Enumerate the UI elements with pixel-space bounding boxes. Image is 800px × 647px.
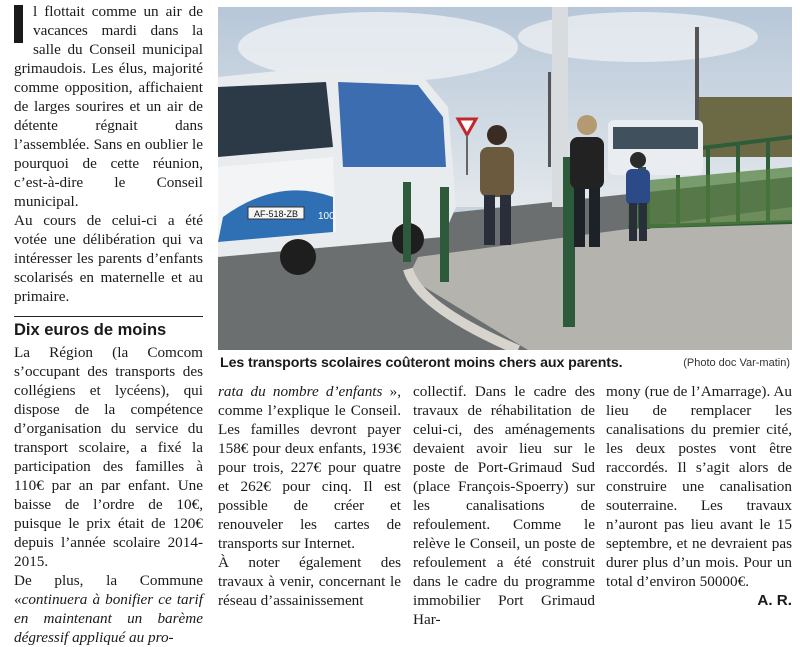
article-column-1: [14, 2, 203, 647]
paragraph: collectif. Dans le cadre des travaux de réhabilitation de celui-ci, des aménagements devaient avoir lieu sur le poste de Port-Grimaud Sud (place François-Spoerry) sur les canalisations de refoulement. Comme le relève le Conseil, un poste de refoulement a été construit dans le cadre du programme immobilier Port Grimaud Har-: [413, 383, 595, 628]
bus-number: 100: [318, 211, 335, 222]
paragraph: La Région (la Comcom s’occupant des transports des collégiens et lycéens), qui dispose de la compétence d’organisation du service du transport scolaire, a fixé la participation des familles à 110€ par an par enfant. Une baisse de l’ordre de 10€, puisque le prix était de 120€ depuis l’année scolaire 2014-2015.: [14, 344, 203, 570]
article-column-2: [218, 382, 401, 610]
paragraph: rata du nombre d’enfants », comme l’explique le Conseil. Les familles devront payer 158€ pour deux enfants, 193€ pour trois, 227€ pour quatre et 262€ pour cinq. Il est possible de créer et renouveler les cartes de transports sur Internet.: [218, 383, 401, 552]
paragraph: De plus, la Commune «continuera à bonifier ce tarif en maintenant un barème dégressif appliqué au pro-: [14, 572, 203, 646]
drop-cap-i: [14, 5, 23, 43]
article-column-4: [606, 382, 792, 610]
article-photo: [218, 7, 792, 350]
bus-plate: AF-518-ZB: [253, 209, 299, 219]
photo-credit: (Photo doc Var-matin): [683, 357, 790, 369]
paragraph: mony (rue de l’Amarrage). Au lieu de remplacer les canalisations du premier cité, les deux postes vont être raccordés. Il s’agit alors de construire une canalisation souterraine. Les travaux n’auront pas lieu avant le 15 septembre, et ne devraient pas durer plus d’un mois. Pour un total d’environ 50000€.: [606, 383, 792, 590]
bus-station-photo: [218, 7, 792, 350]
paragraph: À noter également des travaux à venir, concernant le réseau d’assainissement: [218, 554, 401, 609]
caption-text: Les transports scolaires coûteront moins chers aux parents.: [220, 355, 623, 371]
paragraph: Au cours de celui-ci a été votée une délibération qui va intéresser les parents d’enfants scolarisés en maternelle et au primaire.: [14, 212, 203, 305]
article-column-3: [413, 382, 595, 629]
photo-caption: [218, 353, 792, 375]
author-signature: A. R.: [757, 592, 792, 609]
subheading: Dix euros de moins: [14, 316, 203, 341]
intro-paragraph: l flottait comme un air de vacances mardi dans la salle du Conseil municipal grimaudois. Les élus, majorité comme opposition, affichaient de larges sourires et un air de détente régnait dans l’assemblée. Sans en oublier le pourquoi de cette réunion, c’est-à-dire le Conseil municipal.: [14, 3, 203, 210]
bus: [218, 67, 456, 275]
